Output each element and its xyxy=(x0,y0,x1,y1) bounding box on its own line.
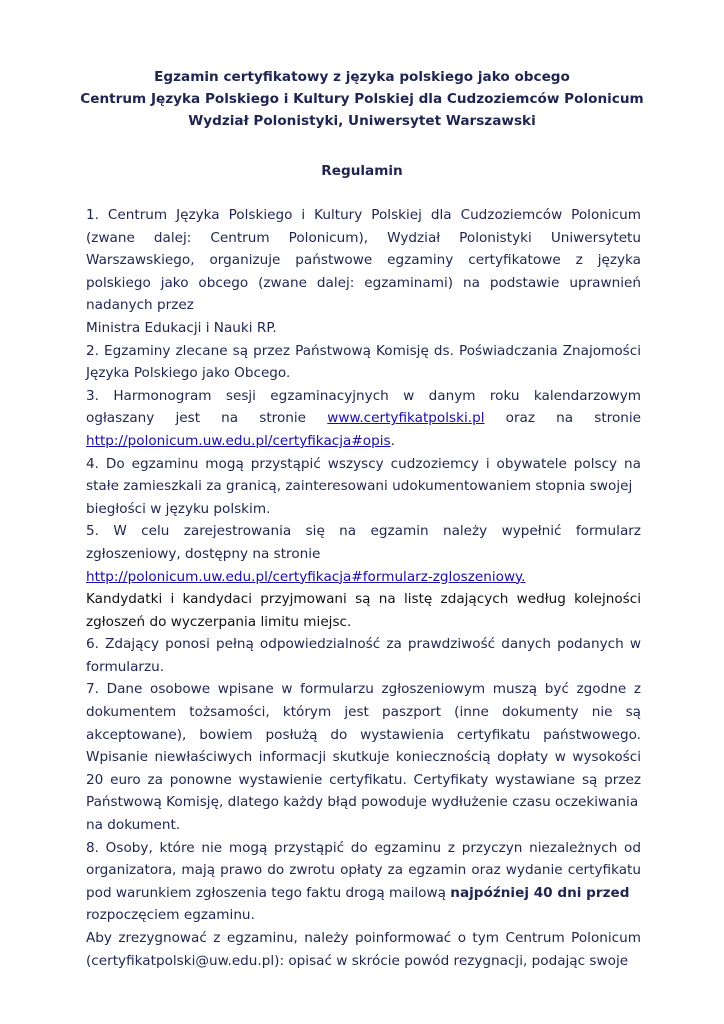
point-5-link-line xyxy=(86,566,641,589)
point-7-end: na dokument. xyxy=(86,817,181,834)
point-4-end: biegłości w języku polskim. xyxy=(86,500,271,517)
point-8-deadline: najpóźniej 40 dni przed xyxy=(450,884,630,901)
point-5-form-label: zgłoszeniowy, dostępny na stronie xyxy=(86,545,321,562)
point-7-text: 7. Dane osobowe wpisane w formularzu zgłoszeniowym muszą być zgodne z dokumentem tożsamości, którym jest paszport (inne dokumenty nie są akceptowane), bowiem posłużą do wystawienia certyfikatu państwowego. Wpisanie niewłaściwych informacji skutkuje koniecznością dopłaty w wysokości 20 euro za ponowne wystawienie certyfikatu. Certyfikaty wystawiane są przez Państwową Komisję, dlatego każdy błąd powoduje wydłużenie czasu oczekiwania xyxy=(86,681,641,811)
document-header xyxy=(60,66,664,132)
header-faculty: Wydział Polonistyki, Uniwersytet Warszawski xyxy=(188,113,536,129)
registration-form-link[interactable]: http://polonicum.uw.edu.pl/certyfikacja#formularz-zgloszeniowy. xyxy=(86,568,526,585)
point-1-text: 1. Centrum Języka Polskiego i Kultury Polskiej dla Cudzoziemców Polonicum (zwane dalej: Centrum Polonicum), Wydział Polonistyki Uniwersytetu Warszawskiego, organizuje państwowe egzaminy certyfikatowe z języka polskiego jako obcego (zwane dalej: egzaminami) na podstawie uprawnień nadanych przez xyxy=(86,207,641,314)
point-3-intro xyxy=(86,385,641,430)
point-6: 6. Zdający ponosi pełną odpowiedzialność za prawdziwość danych podanych w formularzu. xyxy=(86,636,641,675)
certyfikatpolski-link[interactable]: www.certyfikatpolski.pl xyxy=(327,410,485,427)
point-8-text xyxy=(86,837,641,905)
point-3-text-b: oraz na stronie xyxy=(505,410,642,427)
document-body xyxy=(86,204,641,972)
polonicum-opis-link[interactable]: http://polonicum.uw.edu.pl/certyfikacja#opis xyxy=(86,432,391,449)
point-3-text-a: 3. Harmonogram sesji egzaminacyjnych w danym roku kalendarzowym ogłaszany jest na stronie xyxy=(86,387,641,427)
point-5-text: 5. W celu zarejestrowania się na egzamin należy wypełnić formularz xyxy=(86,523,641,540)
document-title: Regulamin xyxy=(321,163,403,179)
point-5-candidates: Kandydatki i kandydaci przyjmowani są na listę zdających według kolejności zgłoszeń do wyczerpania limitu miejsc. xyxy=(86,591,641,630)
point-8-end: rozpoczęciem egzaminu. xyxy=(86,907,255,924)
point-4-text: 4. Do egzaminu mogą przystąpić wszyscy cudzoziemcy i obywatele polscy na stałe zamieszkali za granicą, zainteresowani udokumentowaniem stopnia swojej xyxy=(86,455,641,495)
point-3-link-line xyxy=(86,430,641,453)
point-8-text-a: 8. Osoby, które nie mogą przystąpić do egzaminu z przyczyn niezależnych od organizatora, mają prawo do zwrotu opłaty za egzamin oraz wydanie certyfikatu pod warunkiem zgłoszenia tego faktu drogą mailową xyxy=(86,839,641,901)
point-3-period: . xyxy=(390,432,395,449)
header-exam-title: Egzamin certyfikatowy z języka polskiego jako obcego xyxy=(154,69,570,85)
point-2: 2. Egzaminy zlecane są przez Państwową Komisję ds. Poświadczania Znajomości Języka Polskiego jako Obcego. xyxy=(86,342,641,382)
point-1-end: Ministra Edukacji i Nauki RP. xyxy=(86,319,277,336)
header-center-name: Centrum Języka Polskiego i Kultury Polskiej dla Cudzoziemców Polonicum xyxy=(80,91,644,107)
withdrawal-paragraph: Aby zrezygnować z egzaminu, należy poinformować o tym Centrum Polonicum (certyfikatpolski@uw.edu.pl): opisać w skrócie powód rezygnacji, podając swoje xyxy=(86,930,641,969)
